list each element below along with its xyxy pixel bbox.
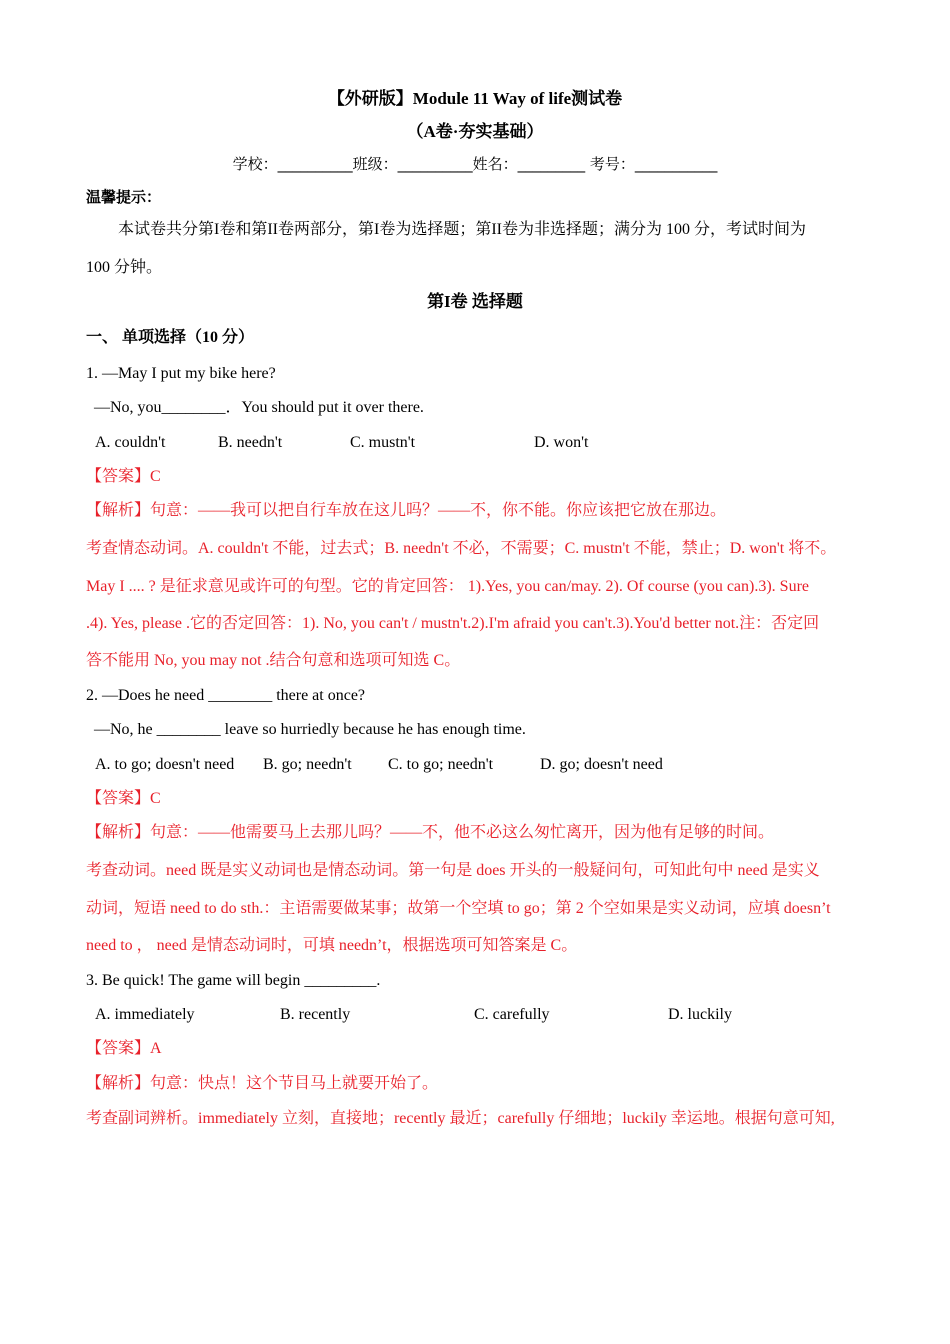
option-b: B. go; needn't	[263, 756, 352, 773]
option-a: A. to go; doesn't need	[95, 756, 235, 773]
question-stem: 1. —May I put my bike here?	[86, 365, 276, 382]
part-title: 第I卷 选择题	[427, 292, 523, 311]
option-d: D. won't	[534, 434, 589, 451]
analysis-line: 考查情态动词。A. couldn't 不能，过去式；B. needn't 不必，不需要；C. mustn't 不能，禁止；D. won't 将不。	[86, 540, 837, 557]
analysis-line: 【解析】句意：快点！这个节目马上就要开始了。	[86, 1075, 439, 1092]
question-stem-reply: —No, he ________ leave so hurriedly because he has enough time.	[94, 721, 526, 738]
question-stem-reply: —No, you________．You should put it over there.	[94, 399, 424, 416]
tips-heading: 温馨提示：	[86, 188, 162, 206]
student-info-fields: 学校：__________班级：__________姓名：_________ 考号：___________	[232, 155, 718, 173]
option-c: C. carefully	[474, 1006, 550, 1023]
option-a: A. couldn't	[95, 434, 166, 451]
option-b: B. needn't	[218, 434, 283, 451]
tips-text-line1: 本试卷共分第I卷和第II卷两部分，第I卷为选择题；第II卷为非选择题；满分为 100 分，考试时间为	[118, 221, 806, 238]
analysis-line: 考查动词。need 既是实义动词也是情态动词。第一句是 does 开头的一般疑问句，可知此句中 need 是实义	[86, 862, 820, 879]
analysis-line: 【解析】句意：——他需要马上去那儿吗？——不，他不必这么匆忙离开，因为他有足够的时间。	[86, 824, 775, 841]
option-d: D. go; doesn't need	[540, 756, 663, 773]
analysis-line: need to ， need 是情态动词时，可填 needn’t，根据选项可知答案是 C。	[86, 937, 578, 954]
page-subtitle: （A卷·夯实基础）	[406, 122, 544, 141]
analysis-line: 动词，短语 need to do sth.：主语需要做某事；故第一个空填 to go；第 2 个空如果是实义动词，应填 doesn’t	[86, 900, 831, 917]
section-title: 一、 单项选择（10 分）	[86, 329, 255, 346]
answer-line: 【答案】C	[86, 790, 161, 807]
option-b: B. recently	[280, 1006, 351, 1023]
question-stem: 2. —Does he need ________ there at once?	[86, 687, 366, 704]
analysis-line: May I .... ? 是征求意见或许可的句型。它的肯定回答： 1).Yes, you can/may. 2). Of course (you can).3). Sure	[86, 578, 810, 595]
option-c: C. mustn't	[350, 434, 416, 451]
analysis-line: 【解析】句意：——我可以把自行车放在这儿吗？——不，你不能。你应该把它放在那边。	[86, 502, 727, 519]
page-title: 【外研版】Module 11 Way of life测试卷	[327, 89, 623, 108]
analysis-line: 答不能用 No, you may not .结合句意和选项可知选 C。	[86, 652, 461, 669]
analysis-line: .4). Yes, please .它的否定回答：1). No, you can't / mustn't.2).I'm afraid you can't.3).You'd better not.注：否定回	[86, 615, 820, 632]
analysis-line: 考查副词辨析。immediately 立刻，直接地；recently 最近；carefully 仔细地；luckily 幸运地。根据句意可知,	[86, 1110, 835, 1127]
answer-line: 【答案】A	[86, 1040, 162, 1057]
tips-text-line2: 100 分钟。	[86, 259, 163, 276]
question-stem: 3. Be quick! The game will begin _________.	[86, 972, 381, 989]
answer-line: 【答案】C	[86, 468, 161, 485]
option-d: D. luckily	[668, 1006, 732, 1023]
option-c: C. to go; needn't	[388, 756, 494, 773]
option-a: A. immediately	[95, 1006, 195, 1023]
